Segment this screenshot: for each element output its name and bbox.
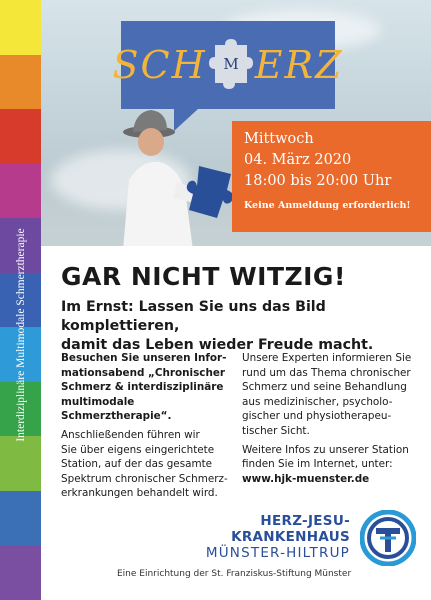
puzzle-piece-icon xyxy=(209,39,253,89)
color-stripe-segment xyxy=(0,55,41,111)
logo-text-right: ERZ xyxy=(254,43,344,87)
vertical-title xyxy=(0,180,41,490)
website-link[interactable]: www.hjk-muenster.de xyxy=(242,472,370,485)
subheadline-line-2: damit das Leben wieder Freude macht. xyxy=(61,337,374,353)
color-stripe-segment xyxy=(0,0,41,56)
man-with-puzzle-illustration xyxy=(81,90,241,246)
tour-text: Anschließenden führen wir Sie über eigens eingerichtete Station, auf der das gesamte Spektrum chronischer Schmerz- erkrankungen behandelt wird. xyxy=(61,428,228,500)
experts-text: Unsere Experten informieren Sie rund um das Thema chronischer Schmerz und seine Behandlung aus medizinischer, psycholo- gischer und physiotherapeu- tischer Sicht. xyxy=(242,352,412,437)
registration-note: Keine Anmeldung erforderlich! xyxy=(244,200,411,211)
color-stripe-segment xyxy=(0,491,41,547)
event-day: Mittwoch xyxy=(244,131,314,147)
puzzle-letter: M xyxy=(223,55,239,73)
headline: GAR NICHT WITZIG! xyxy=(61,262,346,291)
column-left xyxy=(61,351,236,505)
event-time: 18:00 bis 20:00 Uhr xyxy=(244,173,392,189)
color-stripe-segment xyxy=(0,109,41,165)
hospital-name-block xyxy=(148,513,350,561)
footer-text: Eine Einrichtung der St. Franziskus-Stiftung Münster xyxy=(117,569,352,579)
event-date: 04. März 2020 xyxy=(244,152,352,168)
bubble-tail xyxy=(174,109,198,131)
hospital-name: HERZ-JESU-KRANKENHAUS xyxy=(231,513,350,545)
vertical-title-text: Interdiziplinäre Multimodale Schmerztherapie xyxy=(14,228,27,442)
column-right xyxy=(242,351,417,490)
subheadline xyxy=(61,298,421,355)
color-stripe-segment xyxy=(0,545,41,600)
hospital-location: MÜNSTER-HILTRUP xyxy=(205,545,350,561)
logo-text-left: SCH xyxy=(112,43,207,87)
subheadline-line-1: Im Ernst: Lassen Sie uns das Bild komplettieren, xyxy=(61,299,326,334)
event-date-box xyxy=(232,121,431,232)
schmerz-logo xyxy=(112,21,344,109)
hospital-logo-icon xyxy=(360,510,416,566)
info-text: Weitere Infos zu unserer Station finden Sie im Internet, unter: www.hjk-muenster.de xyxy=(242,443,417,487)
invitation-text: Besuchen Sie unseren Infor- mationsabend „Chronischer Schmerz & interdisziplinäre multimodale Schmerztherapie“. xyxy=(61,352,227,423)
